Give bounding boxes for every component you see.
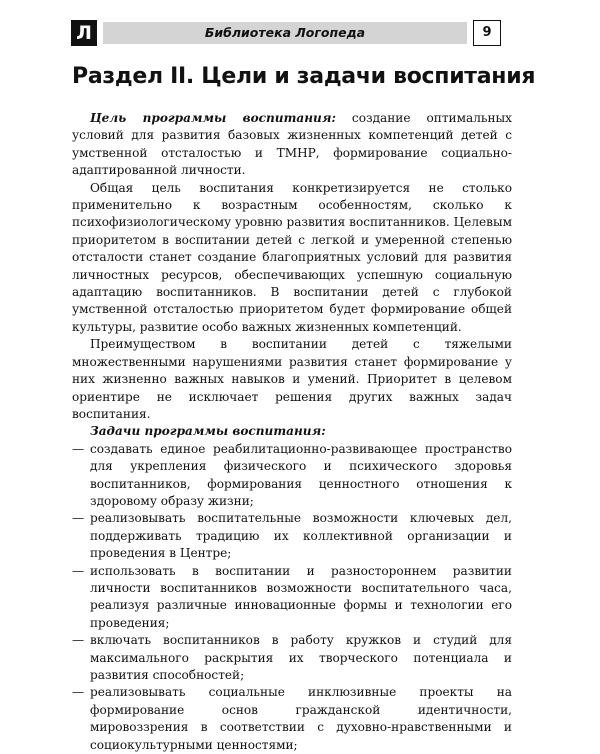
tasks-list [72,441,512,754]
dash-marker: — [72,685,85,700]
dash-marker: — [72,563,85,578]
goal-label: Цель программы воспитания: [90,111,336,125]
list-item [72,632,512,684]
list-item-text: создавать единое реабилитационно-развивающее пространство для укрепления физического и психического здоровья воспитанников, формирования ценностного отношения к здоровому образу жизни; [90,441,512,508]
tasks-label: Задачи программы воспитания: [90,424,326,439]
goal-paragraph [72,110,512,180]
list-item-text: использовать в воспитании и разностороннем развитии личности воспитанников возможности воспитательного часа, реализуя различные инновационные формы и технологии его проведения; [90,563,512,630]
section-title: Раздел II. Цели и задачи воспитания [72,64,536,89]
list-item [72,441,512,511]
page-number: 9 [473,20,501,46]
paragraph: Преимуществом в воспитании детей с тяжелыми множественными нарушениями развития станет формирование у них жизненно важных навыков и умений. Приоритет в целевом ориентире не исключает решения других важных задач воспитания. [72,337,512,421]
body-text [72,110,512,754]
list-item [72,684,512,754]
library-logo: Л [71,20,97,46]
list-item-text: реализовывать воспитательные возможности ключевых дел, поддерживать традицию их коллективной организации и проведения в Центре; [90,511,512,561]
goal-text: создание оптимальных условий для развития базовых жизненных компетенций детей с умственной отсталостью и ТМНР, формирование социально-адаптированной личности. [72,111,512,178]
running-title: Библиотека Логопеда [103,22,467,44]
dash-marker: — [72,633,85,648]
list-item [72,563,512,633]
paragraph: Общая цель воспитания конкретизируется не столько применительно к возрастным особенностям, сколько к психофизиологическому уровню развития воспитанников. Целевым приоритетом в воспитании детей с легкой и умеренной степенью отсталости станет создание благоприятных условий для развития личностных ресурсов, обеспечивающих успешную социальную адаптацию воспитанников. В воспитании детей с глубокой умственной отсталостью приоритетом будет формирование общей культуры, развитие особо важных жизненных компетенций. [72,180,512,334]
list-item [72,510,512,562]
list-item-text: реализовывать социальные инклюзивные проекты на формирование основ гражданской идентичности, мировоззрения в соответствии с духовно-нравственными и социокультурными ценностями; [90,685,512,752]
running-header [71,20,507,46]
list-item-text: включать воспитанников в работу кружков и студий для максимального раскрытия их творческого потенциала и развития способностей; [90,633,512,682]
dash-marker: — [72,511,85,526]
dash-marker: — [72,441,85,456]
